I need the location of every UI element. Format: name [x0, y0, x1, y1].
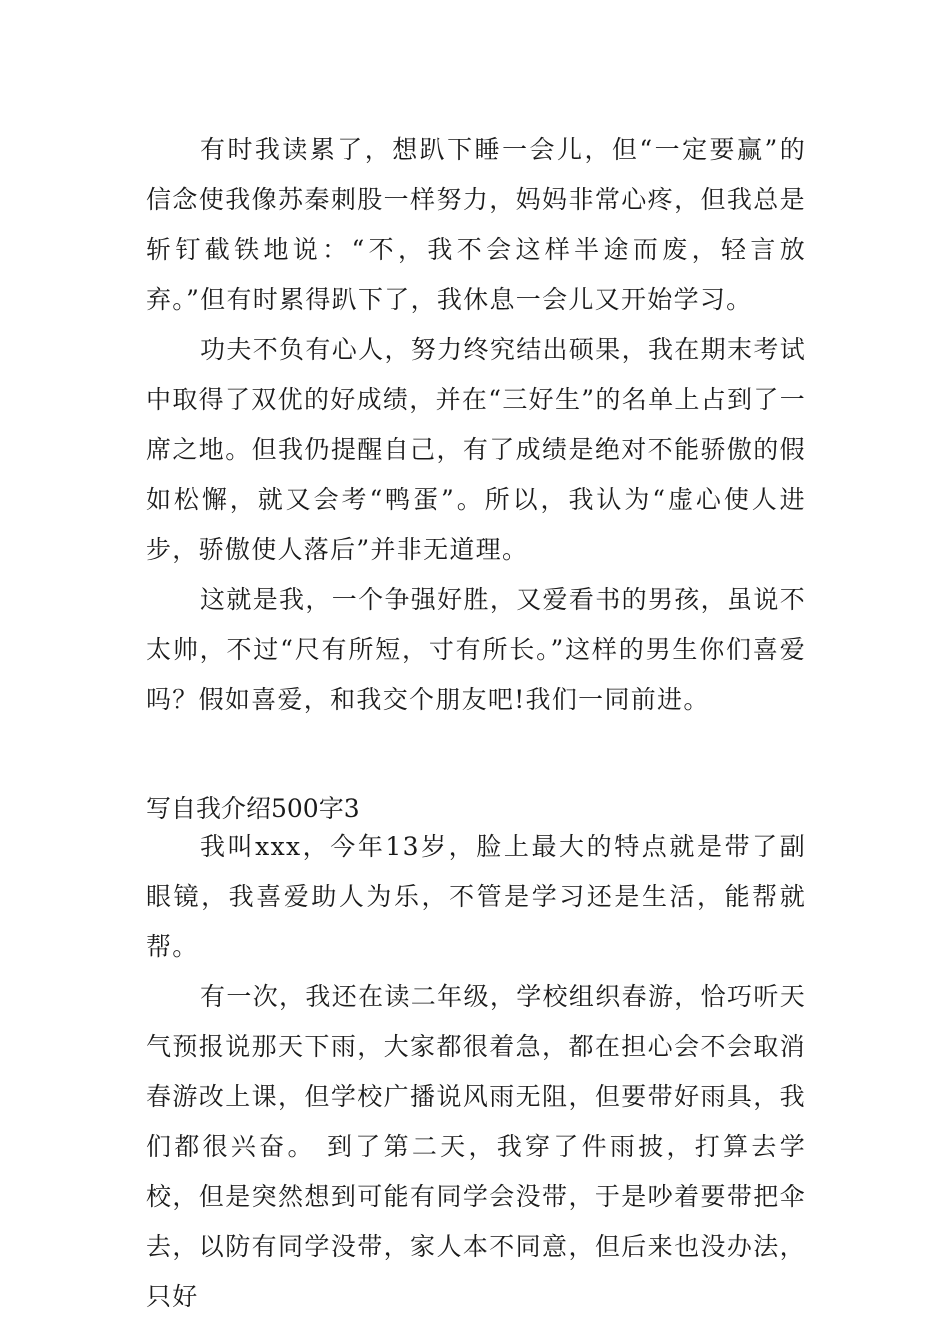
paragraph: 这就是我，一个争强好胜，又爱看书的男孩，虽说不太帅，不过“尺有所短，寸有所长。”这样的男生你们喜爱吗？假如喜爱，和我交个朋友吧!我们一同前进。: [146, 585, 806, 714]
section-2-body: [146, 822, 806, 1322]
paragraph: 我叫xxx，今年13岁，脸上最大的特点就是带了副眼镜，我喜爱助人为乐，不管是学习还是生活，能帮就帮。: [146, 832, 806, 961]
paragraph: 有一次，我还在读二年级，学校组织春游，恰巧听天气预报说那天下雨，大家都很着急，都在担心会不会取消春游改上课，但学校广播说风雨无阻，但要带好雨具，我们都很兴奋。 到了第二天，我穿了件雨披，打算去学校，但是突然想到可能有同学会没带，于是吵着要带把伞去，以防有同学没带，家人本不同意，但后来也没办法，只好: [146, 982, 806, 1311]
section-heading: 写自我介绍500字3: [146, 794, 360, 823]
paragraph: 有时我读累了，想趴下睡一会儿，但“一定要赢”的信念使我像苏秦刺股一样努力，妈妈非常心疼，但我总是斩钉截铁地说：“不，我不会这样半途而废，轻言放弃。”但有时累得趴下了，我休息一会儿又开始学习。: [146, 135, 806, 314]
section-1-body: [146, 125, 806, 725]
paragraph: 功夫不负有心人，努力终究结出硕果，我在期末考试中取得了双优的好成绩，并在“三好生”的名单上占到了一席之地。但我仍提醒自己，有了成绩是绝对不能骄傲的假如松懈，就又会考“鸭蛋”。所以，我认为“虚心使人进步，骄傲使人落后”并非无道理。: [146, 335, 806, 564]
